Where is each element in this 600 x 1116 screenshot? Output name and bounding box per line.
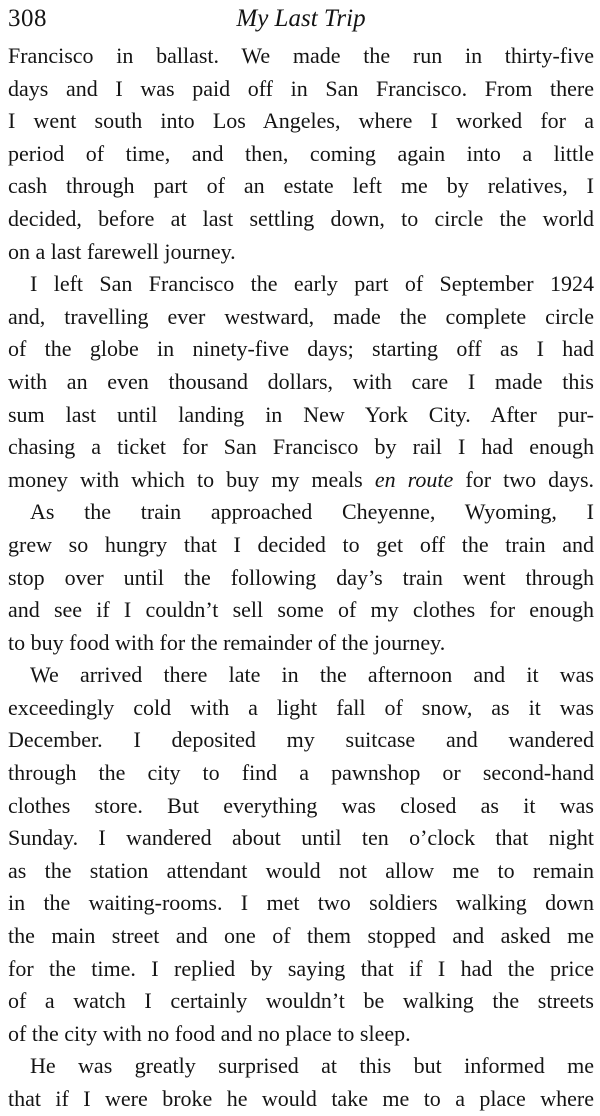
paragraph [8,40,594,268]
text-line: of the globe in ninety-five days; starting off as I had [8,336,594,362]
text-line: chasing a ticket for San Francisco by rail I had enough [8,434,594,460]
text-line: sum last until landing in New York City. After pur- [8,401,594,427]
text-line: grew so hungry that I decided to get off the train and [8,531,594,557]
text-line: I left San Francisco the early part of September 1924 [30,271,594,297]
text-line: that if I were broke he would take me to a place where [8,1086,594,1111]
text-line: Sunday. I wandered about until ten o’clock that night [8,825,594,851]
text-line: on a last farewell journey. [8,238,236,264]
text-line: period of time, and then, coming again into a little [8,140,594,166]
text-line: in the waiting-rooms. I met two soldiers walking down [8,890,594,916]
page-number: 308 [8,5,47,32]
book-page [8,0,594,1111]
text-line: He was greatly surprised at this but informed me [30,1053,594,1079]
text-line: as the station attendant would not allow me to remain [8,857,594,883]
text-line: and see if I couldn’t sell some of my clothes for enough [8,597,594,623]
paragraph [8,659,594,1050]
body-text [8,40,594,1116]
text-line: to buy food with for the remainder of the journey. [8,629,446,655]
text-line: and, travelling ever westward, made the complete circle [8,303,594,329]
text-line: Francisco in ballast. We made the run in thirty-five [8,43,594,68]
text-run: for two days. [453,466,594,492]
italic-phrase: en route [374,466,454,492]
text-line: days and I was paid off in San Francisco. From there [8,75,594,101]
text-line: with an even thousand dollars, with care I made this [8,368,594,394]
text-line: As the train approached Cheyenne, Wyoming, I [30,499,594,525]
paragraph [8,1050,594,1115]
running-head [8,0,594,40]
text-line: through the city to find a pawnshop or second-hand [8,760,594,786]
text-line: the main street and one of them stopped and asked me [8,923,594,949]
text-line: of a watch I certainly wouldn’t be walking the streets [8,988,594,1014]
text-line: clothes store. But everything was closed as it was [8,792,594,818]
text-line: I went south into Los Angeles, where I worked for a [8,108,594,134]
text-line: cash through part of an estate left me by relatives, I [8,173,594,199]
text-run: money with which to buy my meals [8,466,375,492]
text-line: decided, before at last settling down, to circle the world [8,205,594,231]
text-line [8,464,594,497]
text-line: We arrived there late in the afternoon and it was [30,662,594,688]
text-line: of the city with no food and no place to sleep. [8,1020,411,1046]
text-line: for the time. I replied by saying that if I had the price [8,955,594,981]
text-line: exceedingly cold with a light fall of snow, as it was [8,694,594,720]
paragraph [8,496,594,659]
text-line: stop over until the following day’s train went through [8,564,594,590]
text-line: December. I deposited my suitcase and wandered [8,727,594,753]
paragraph [8,268,594,496]
running-title: My Last Trip [236,5,366,32]
